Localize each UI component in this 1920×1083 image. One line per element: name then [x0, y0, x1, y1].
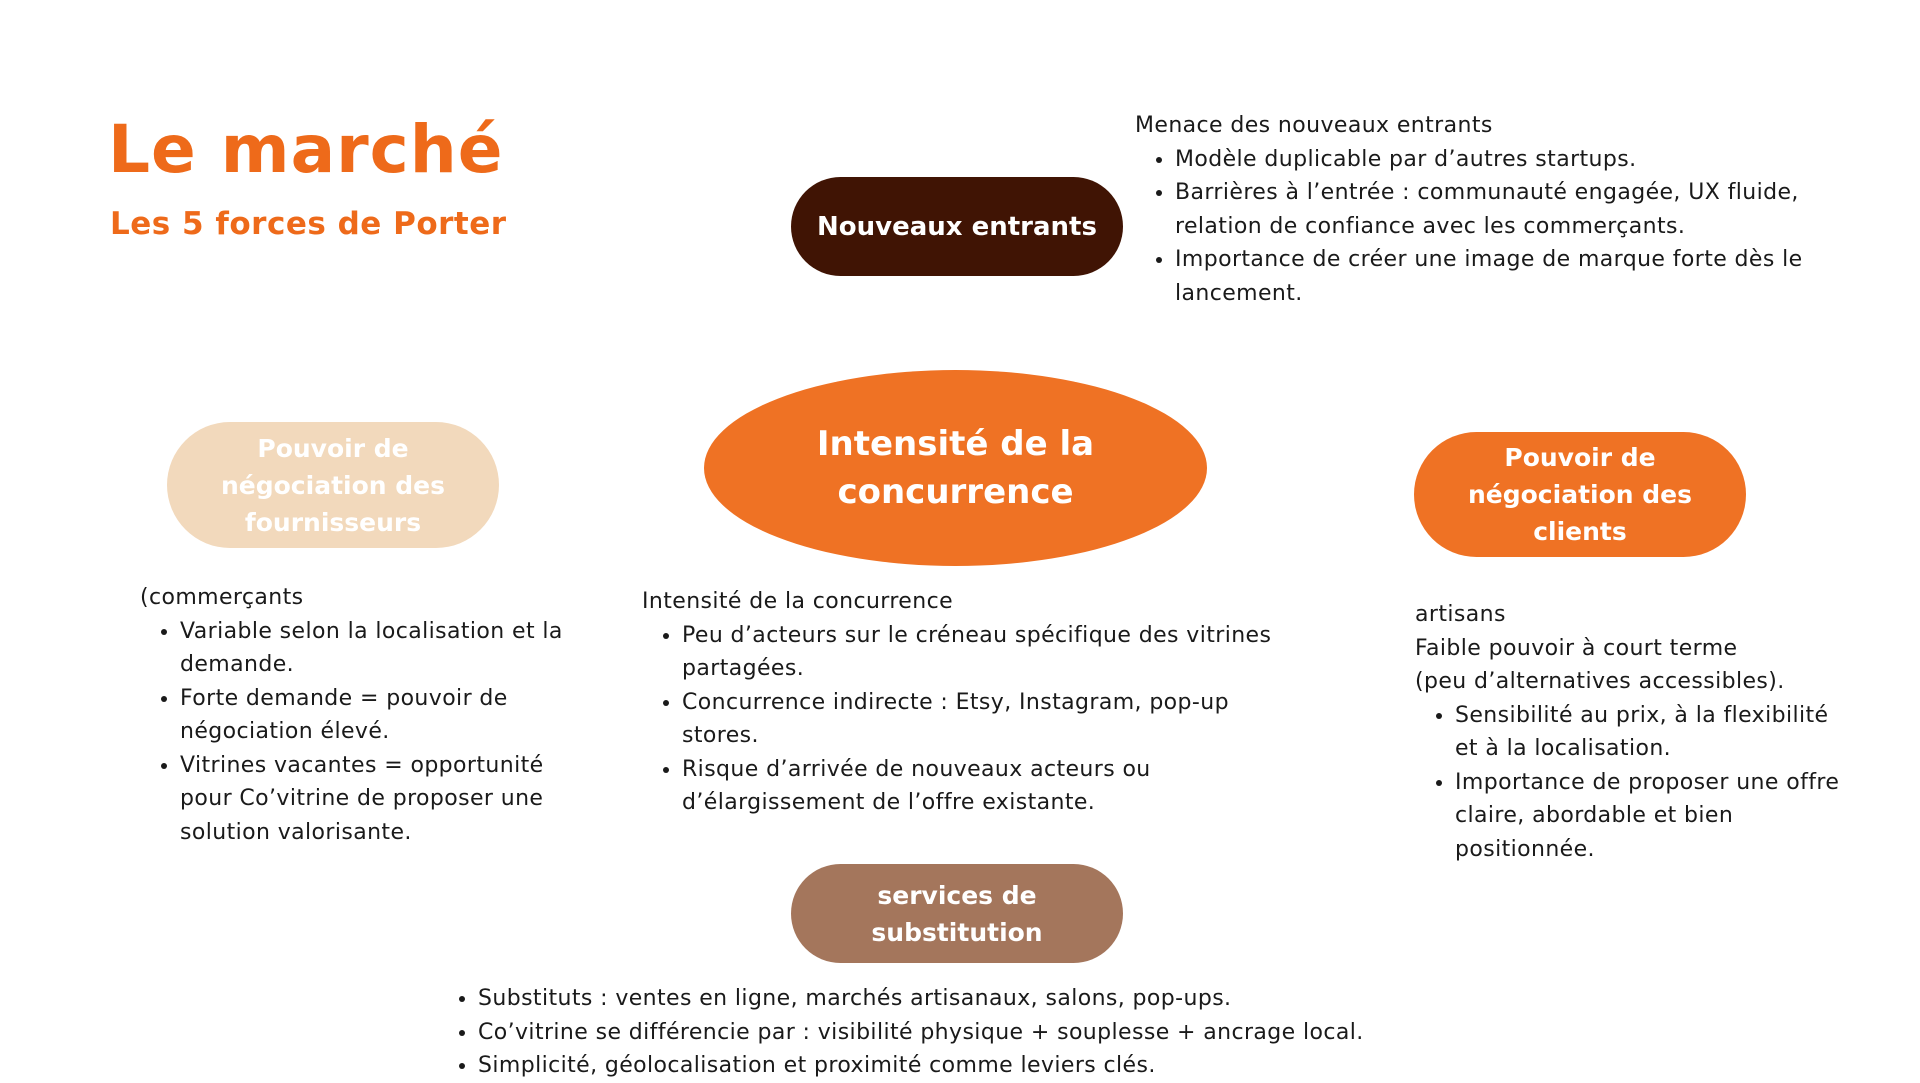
description-lead: Intensité de la concurrence [642, 589, 954, 614]
node-label: substitution [871, 917, 1043, 947]
list-item: • Substituts : ventes en ligne, marchés artisanaux, salons, pop-ups. [478, 982, 1638, 1016]
node-label: Pouvoir de [257, 433, 409, 463]
substitutes-description [438, 982, 1638, 1083]
node-label: concurrence [837, 472, 1074, 512]
new-entrants-node [791, 177, 1123, 276]
list-item: • Sensibilité au prix, à la flexibilité et à la localisation. [1455, 699, 1845, 766]
node-label: négociation des [220, 470, 445, 500]
description-lead: (commerçants [140, 585, 304, 610]
description-lead: Menace des nouveaux entrants [1135, 113, 1493, 138]
list-item: • Co’vitrine se différencie par : visibilité physique + souplesse + ancrage local. [478, 1016, 1638, 1050]
node-label: négociation des [1467, 480, 1692, 509]
list-item: • Forte demande = pouvoir de négociation élevé. [180, 682, 580, 749]
page-title: Le marché [108, 111, 504, 188]
list-item: • Variable selon la localisation et la demande. [180, 615, 580, 682]
description-lead: artisans [1415, 602, 1506, 627]
new-entrants-description [1135, 109, 1835, 310]
list-item: • Peu d’acteurs sur le créneau spécifique des vitrines partagées. [682, 619, 1302, 686]
node-label: clients [1533, 517, 1627, 546]
list-item: • Modèle duplicable par d’autres startups. [1175, 143, 1835, 177]
node-label: Intensité de la [816, 424, 1095, 464]
rivalry-node [704, 370, 1207, 566]
list-item: • Risque d’arrivée de nouveaux acteurs ou d’élargissement de l’offre existante. [682, 753, 1302, 820]
rivalry-description [642, 585, 1302, 820]
node-label: Pouvoir de [1504, 443, 1656, 472]
clients-power-node [1414, 432, 1746, 557]
suppliers-power-node [167, 422, 499, 548]
list-item: • Vitrines vacantes = opportunité pour Co’vitrine de proposer une solution valorisante. [180, 749, 580, 850]
list-item: • Concurrence indirecte : Etsy, Instagram, pop-up stores. [682, 686, 1302, 753]
bullet-list [1415, 699, 1845, 867]
list-item: • Barrières à l’entrée : communauté engagée, UX fluide, relation de confiance avec les commerçants. [1175, 176, 1835, 243]
description-lead: (peu d’alternatives accessibles). [1415, 669, 1785, 694]
node-label: Nouveaux entrants [817, 211, 1097, 242]
substitutes-node [791, 864, 1123, 963]
bullet-list [438, 982, 1638, 1083]
description-lead: Faible pouvoir à court terme [1415, 635, 1738, 661]
bullet-list [140, 615, 580, 850]
bullet-list [1135, 143, 1835, 311]
node-label: services de [877, 880, 1037, 910]
suppliers-description [140, 581, 580, 849]
node-label: fournisseurs [244, 507, 422, 537]
page-subtitle: Les 5 forces de Porter [110, 206, 507, 242]
clients-description [1415, 598, 1845, 866]
list-item: • Simplicité, géolocalisation et proximité comme leviers clés. [478, 1049, 1638, 1083]
bullet-list [642, 619, 1302, 820]
list-item: • Importance de créer une image de marque forte dès le lancement. [1175, 243, 1835, 310]
list-item: • Importance de proposer une offre claire, abordable et bien positionnée. [1455, 766, 1845, 867]
